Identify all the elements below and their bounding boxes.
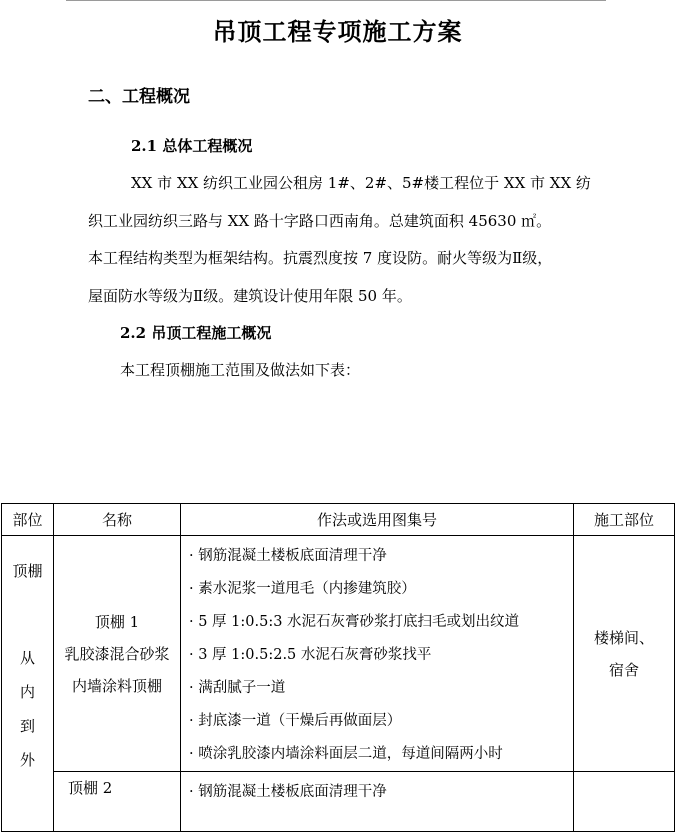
- paragraph-line-3: 本工程结构类型为框架结构。抗震烈度按 7 度设防。耐火等级为Ⅱ级，: [88, 249, 553, 267]
- location-cell: 楼梯间、 宿舍: [574, 536, 675, 772]
- method-step: · 5 厚 1:0.5:3 水泥石灰膏砂浆打底扫毛或划出纹道: [189, 614, 520, 630]
- location-cell: [574, 772, 675, 832]
- method-step: · 喷涂乳胶漆内墙涂料面层二道，每道间隔两小时: [189, 746, 503, 762]
- table-intro: 本工程顶棚施工范围及做法如下表：: [120, 361, 361, 379]
- method-step: · 满刮腻子一道: [189, 680, 286, 696]
- paragraph-line-4: 屋面防水等级为Ⅱ级。建筑设计使用年限 50 年。: [88, 287, 412, 305]
- part-cell: [2, 536, 54, 832]
- name-cell: 顶棚 2: [54, 772, 181, 832]
- section-heading-overview: 二、工程概况: [88, 87, 190, 107]
- name-cell: 顶棚 1 乳胶漆混合砂浆 内墙涂料顶棚: [54, 536, 181, 772]
- header-part: 部位: [2, 504, 54, 536]
- method-step: · 封底漆一道（干燥后再做面层）: [189, 713, 402, 729]
- method-step: · 3 厚 1:0.5:2.5 水泥石灰膏砂浆找平: [189, 647, 432, 663]
- method-step: · 钢筋混凝土楼板底面清理干净: [189, 784, 387, 800]
- header-name: 名称: [54, 504, 181, 536]
- ceiling-spec-table: [1, 503, 675, 832]
- subsection-heading-2-2: 2.2 吊顶工程施工概况: [120, 324, 272, 342]
- header-location: 施工部位: [574, 504, 675, 536]
- part-top-label: 顶棚: [12, 562, 43, 580]
- method-step: · 钢筋混凝土楼板底面清理干净: [189, 548, 387, 564]
- paragraph-line-1: XX 市 XX 纺织工业园公租房 1#、2#、5#楼工程位于 XX 市 XX 纺: [131, 174, 591, 192]
- table-row: [2, 536, 675, 772]
- method-step: · 素水泥浆一道甩毛（内掺建筑胶）: [189, 581, 416, 597]
- paragraph-line-2: 织工业园纺织三路与 XX 路十字路口西南角。总建筑面积 45630 ㎡。: [88, 212, 552, 230]
- subsection-heading-2-1: 2.1 总体工程概况: [131, 137, 253, 155]
- top-border-line: [66, 0, 606, 1]
- method-cell: [181, 536, 574, 772]
- table-header-row: [2, 504, 675, 536]
- table-row: [2, 772, 675, 832]
- part-vertical-label: 从 内 到 外: [19, 649, 35, 769]
- document-title: 吊顶工程专项施工方案: [212, 17, 463, 46]
- method-cell: [181, 772, 574, 832]
- header-method: 作法或选用图集号: [181, 504, 574, 536]
